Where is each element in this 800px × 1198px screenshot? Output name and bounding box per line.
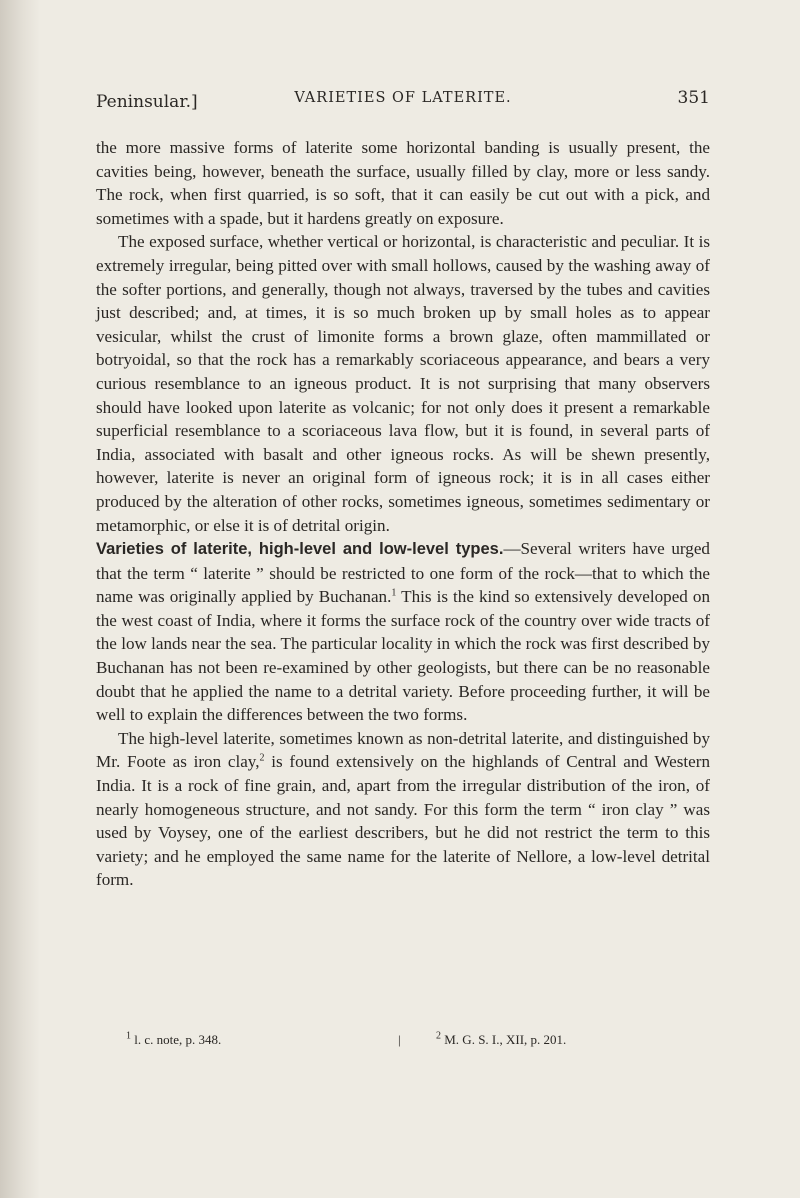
footnote-2-text: M. G. S. I., XII, p. 201. [441, 1032, 567, 1047]
paragraph-4 [96, 727, 710, 892]
footnote-2-mark: 2 [436, 1030, 441, 1042]
footnote-1-mark: 1 [126, 1030, 131, 1042]
footnotes [96, 1032, 710, 1056]
paragraph-3-text-b: This is the kind so extensively developed on the west coast of India, where it forms the surface rock of the country over wide tracts of the low lands near the sea. The particular locality in which the rock was first described by Buchanan has not been re-examined by other geologists, but there can be no reasonable doubt that he applied the name to a detrital variety. Before proceeding further, it will be well to explain the differences between the two forms. [96, 587, 710, 725]
footnote-ref-1: 1 [391, 587, 397, 599]
footnote-separator: | [398, 1032, 401, 1047]
footnote-2 [436, 1032, 566, 1048]
footnote-1-text: l. c. note, p. 348. [131, 1032, 222, 1047]
footnote-1 [126, 1032, 221, 1048]
paragraph-2: The exposed surface, whether vertical or horizontal, is characteristic and peculiar. It is extremely irregular, being pitted over with small hollows, caused by the washing away of the softer portions, and generally, though not always, traversed by the tubes and cavities just described; and, at times, it is so much broken up by small holes as to appear vesicular, whilst the crust of limonite forms a brown glaze, often mammillated or botryoidal, so that the rock has a remarkably scoriaceous appearance, and bears a very curious resemblance to an igneous product. It is not surprising that many observers should have looked upon laterite as volcanic; for not only does it present a remarkable superficial resemblance to a scoriaceous lava flow, but it is found, in several parts of India, associated with basalt and other igneous rocks. As will be shewn presently, however, laterite is never an original form of igneous rock; it is in all cases either produced by the alteration of other rocks, sometimes igneous, sometimes sedimentary or metamorphic, or else it is of detrital origin. [96, 232, 710, 535]
footnote-ref-2: 2 [259, 752, 265, 764]
section-heading: Varieties of laterite, high-level and low-level types. [96, 540, 504, 559]
paragraph-3 [96, 537, 710, 727]
running-head-left: Peninsular.] [96, 92, 198, 112]
body-text [96, 136, 710, 892]
paragraph-4-text-b: is found extensively on the highlands of Central and Western India. It is a rock of fine grain, and, apart from the irregular distribution of the iron, of nearly homogeneous structure, and not sandy. For this form the term “ iron clay ” was used by Voysey, one of the earliest describers, but he did not restrict the term to this variety; and he employed the same name for the laterite of Nellore, a low-level detrital form. [96, 752, 710, 890]
running-header [96, 86, 710, 116]
page-edge-shadow [0, 0, 40, 1198]
running-head-title: VARIETIES OF LATERITE. [294, 90, 512, 106]
paragraph-4-text-a: The high-level laterite, sometimes known as non-detrital laterite, and distinguished by Mr. Foote as iron clay, [96, 728, 710, 772]
paragraph-1: the more massive forms of laterite some horizontal banding is usually present, the cavities being, however, beneath the surface, usually filled by clay, more or less sandy. The rock, when first quarried, is so soft, that it can easily be cut out with a pick, and sometimes with a spade, but it hardens greatly on exposure. [96, 138, 710, 228]
page-number: 351 [677, 88, 710, 108]
paragraph-3-text-a: —Several writers have urged that the term “ laterite ” should be restricted to one form of the rock—that to which the name was originally applied by Buchanan. [96, 539, 710, 607]
